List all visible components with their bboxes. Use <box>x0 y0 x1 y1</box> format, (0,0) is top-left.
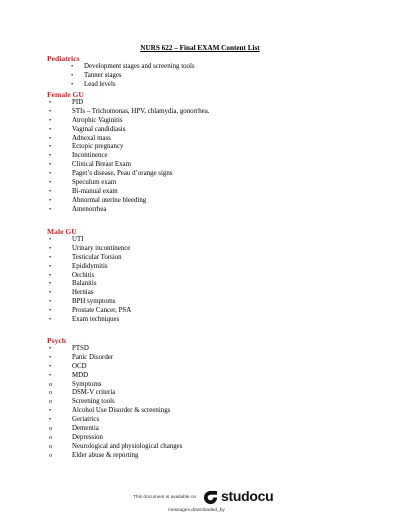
list-item <box>0 354 400 363</box>
bullet-marker: • <box>49 196 52 204</box>
list-item <box>0 245 400 254</box>
bullet-marker: • <box>49 161 52 169</box>
list-item <box>0 108 400 117</box>
list-item-text: MDD <box>72 371 89 379</box>
list-item <box>0 443 400 452</box>
list-item-text: Adnexal mass <box>72 134 111 142</box>
list-item <box>0 363 400 372</box>
section-heading-male-gu: Male GU <box>47 227 77 236</box>
bullet-marker: • <box>49 107 52 115</box>
list-item <box>0 307 400 316</box>
list-item <box>0 316 400 325</box>
list-item <box>0 135 400 144</box>
section-heading-female-gu: Female GU <box>47 90 84 99</box>
list-item-text: Ectopic pregnancy <box>72 143 124 151</box>
bullet-marker: • <box>49 253 52 261</box>
list-item-text: Vaginal candidiasis <box>72 125 126 133</box>
list-item <box>0 416 400 425</box>
list-item-text: DSM-V criteria <box>72 389 116 397</box>
list-item-text: Geriatrics <box>72 416 100 424</box>
list-item <box>0 63 400 72</box>
list-item <box>0 272 400 281</box>
list-item <box>0 280 400 289</box>
psych-list <box>0 345 400 461</box>
list-item <box>0 161 400 170</box>
list-item-text: Depression <box>72 433 104 441</box>
list-item-text: Prostate Cancer, PSA <box>72 307 132 315</box>
list-item-text: Panic Disorder <box>72 353 114 361</box>
footer-note: This document is available on <box>133 495 197 500</box>
bullet-marker: • <box>49 407 52 415</box>
list-item-text: Balanitis <box>72 280 97 288</box>
list-item-text: Paget’s disease, Peau d’orange signs <box>72 170 173 178</box>
bullet-marker: • <box>71 63 74 70</box>
bullet-marker: • <box>49 353 52 361</box>
list-item-text: PTSD <box>72 345 89 352</box>
bullet-marker: • <box>49 236 52 243</box>
list-item-text: PID <box>72 99 84 106</box>
bullet-marker: • <box>49 99 52 106</box>
list-item <box>0 452 400 461</box>
section-heading-psych: Psych <box>47 336 66 345</box>
list-item-text: Orchitis <box>72 271 95 279</box>
list-item <box>0 152 400 161</box>
list-item <box>0 170 400 179</box>
studocu-logo-icon[interactable] <box>203 490 218 505</box>
list-item-text: Symptoms <box>72 380 102 388</box>
sub-marker: o <box>49 425 53 433</box>
list-item <box>0 289 400 298</box>
list-item-text: STIs – Trichomonas, HPV, chlamydia, gonorrhea. <box>72 107 210 115</box>
list-item <box>0 206 400 215</box>
list-item-text: Urinary incontinence <box>72 244 131 252</box>
bullet-marker: • <box>71 80 74 88</box>
list-item-text: Incontinence <box>72 152 108 160</box>
list-item <box>0 425 400 434</box>
list-item-text: Screening tools <box>72 398 115 406</box>
bullet-marker: • <box>49 262 52 270</box>
list-item <box>0 126 400 135</box>
bullet-marker: • <box>49 289 52 297</box>
sub-marker: o <box>49 389 53 397</box>
list-item <box>0 263 400 272</box>
list-item <box>0 372 400 381</box>
sub-marker: o <box>49 398 53 406</box>
list-item-text: BPH symptoms <box>72 298 116 306</box>
pediatrics-list <box>0 63 400 90</box>
bullet-marker: • <box>49 307 52 315</box>
bullet-marker: • <box>49 179 52 187</box>
document-title: NURS 622 – Final EXAM Content List <box>140 44 260 52</box>
list-item <box>0 179 400 188</box>
studocu-brand[interactable]: studocu <box>221 488 274 504</box>
list-item <box>0 188 400 197</box>
bullet-marker: • <box>49 316 52 324</box>
list-item-text: Speculum exam <box>72 179 117 187</box>
list-item <box>0 197 400 206</box>
bullet-marker: • <box>49 371 52 379</box>
list-item <box>0 381 400 390</box>
list-item <box>0 434 400 443</box>
bullet-marker: • <box>49 271 52 279</box>
bullet-marker: • <box>49 143 52 151</box>
list-item <box>0 407 400 416</box>
bullet-marker: • <box>49 205 52 213</box>
list-item-text: Bi-manual exam <box>72 187 118 195</box>
bullet-marker: • <box>49 125 52 133</box>
list-item <box>0 389 400 398</box>
list-item-text: OCD <box>72 362 87 370</box>
list-item-text: Tanner stages <box>84 71 122 79</box>
list-item-text: Clinical Breast Exam <box>72 161 131 169</box>
bullet-marker: • <box>71 71 74 79</box>
bullet-marker: • <box>49 362 52 370</box>
list-item <box>0 81 400 90</box>
bullet-marker: • <box>49 280 52 288</box>
sub-marker: o <box>49 442 53 450</box>
female-gu-list <box>0 99 400 215</box>
list-item <box>0 72 400 81</box>
list-item-text: Elder abuse & reporting <box>72 451 139 459</box>
bullet-marker: • <box>49 116 52 124</box>
list-item <box>0 117 400 126</box>
list-item-text: Lead levels <box>84 80 116 88</box>
list-item-text: Amenorrhea <box>72 205 107 213</box>
list-item-text: Dementia <box>72 425 99 433</box>
sub-marker: o <box>49 433 53 441</box>
list-item <box>0 254 400 263</box>
bullet-marker: • <box>49 416 52 424</box>
male-gu-list <box>0 236 400 325</box>
list-item-text: Alcohol Use Disorder & screenings <box>72 407 171 415</box>
list-item-text: Neurological and physiological changes <box>72 442 183 450</box>
bullet-marker: • <box>49 170 52 178</box>
section-heading-pediatrics: Pediatrics <box>47 54 80 63</box>
list-item <box>0 143 400 152</box>
list-item-text: Abnormal uterine bleeding <box>72 196 147 204</box>
list-item <box>0 298 400 307</box>
list-item-text: UTI <box>72 236 84 243</box>
list-item-text: Hernias <box>72 289 94 297</box>
list-item <box>0 236 400 245</box>
bullet-marker: • <box>49 187 52 195</box>
list-item-text: Epididymitis <box>72 262 108 270</box>
list-item <box>0 398 400 407</box>
list-item-text: Exam techniques <box>72 316 120 324</box>
bullet-marker: • <box>49 152 52 160</box>
bullet-marker: • <box>49 244 52 252</box>
list-item-text: Development stages and screening tools <box>84 63 195 70</box>
sub-marker: o <box>49 380 53 388</box>
list-item-text: Testicular Torsion <box>72 253 122 261</box>
bullet-marker: • <box>49 345 52 352</box>
list-item-text: Atrophic Vaginitis <box>72 116 123 124</box>
sub-marker: o <box>49 451 53 459</box>
bullet-marker: • <box>49 134 52 142</box>
list-item <box>0 99 400 108</box>
bullet-marker: • <box>49 298 52 306</box>
footer-sub: messages.downloaded_by <box>168 508 225 513</box>
list-item <box>0 345 400 354</box>
footer <box>0 488 400 518</box>
